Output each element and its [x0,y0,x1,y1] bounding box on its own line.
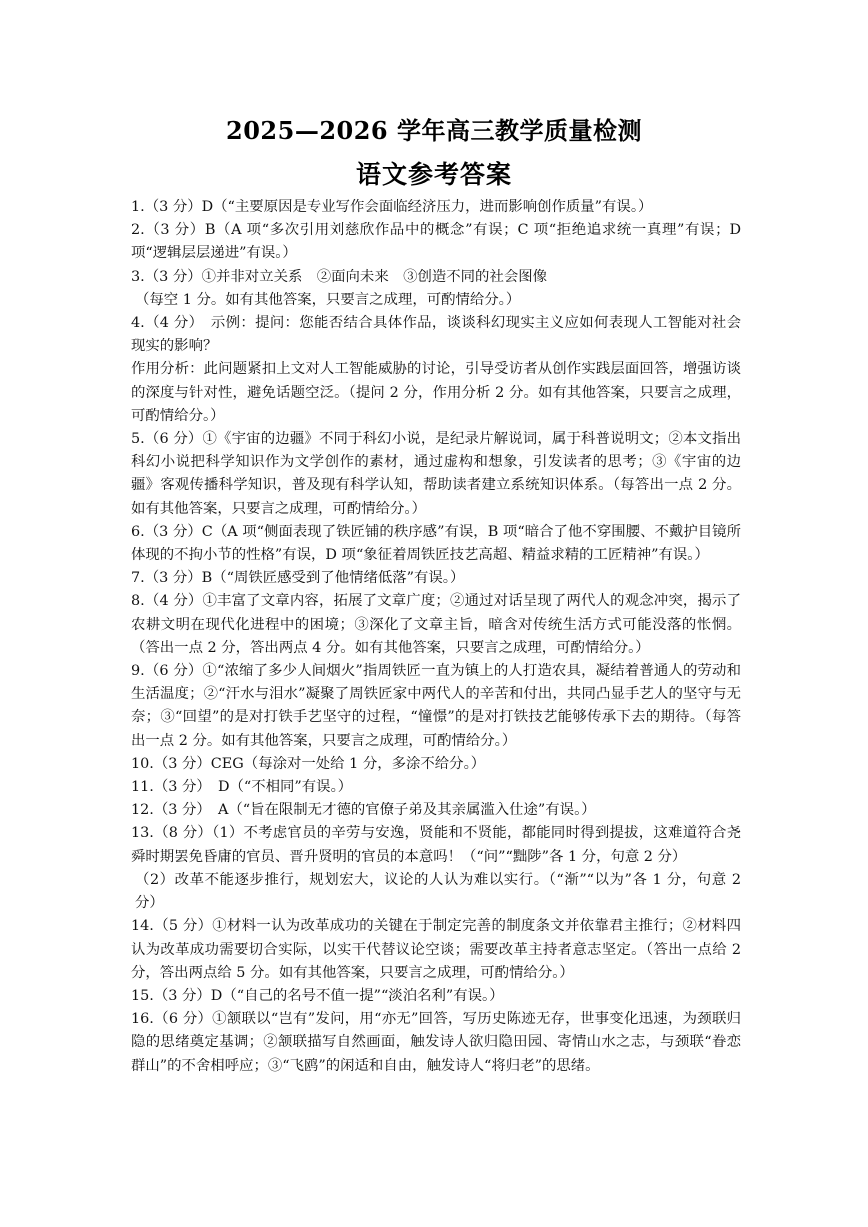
answer-item-3-note: （每空 1 分。如有其他答案，只要言之成理，可酌情给分。） [135,291,521,308]
answer-item-10: 10.（3 分）CEG（每涂对一处给 1 分，多涂不给分。） [131,755,486,772]
answer-item-3: 3.（3 分）①并非对立关系 ②面向未来 ③创造不同的社会图像 [131,268,548,285]
answer-item-14: 14.（5 分）①材料一认为改革成功的关键在于制定完善的制度条文并依靠君主推行；②材料四认为改革成功需要切合实际，以实干代替议论空谈；需要改革主持者意志坚定。（答出一点给 2 分，答出两点给 5 分。如有其他答案，只要言之成理，可酌情给分。） [131,918,741,981]
answer-list [131,196,741,1078]
answer-item-15: 15.（3 分）D（“自己的名号不值一提”“淡泊名利”有误。） [131,987,504,1004]
answer-item-12: 12.（3 分） A（“旨在限制无才德的官僚子弟及其亲属滥入仕途”有误。） [131,802,596,819]
answer-item-16: 16.（6 分）①颔联以“岂有”发问，用“亦无”回答，写历史陈迹无存，世事变化迅速，为颈联归隐的思绪奠定基调；②颔联描写自然画面，触发诗人欲归隐田园、寄情山水之志，与颈联“眷恋群山”的不舍相呼应；③“飞鸥”的闲适和自由，触发诗人“将归老”的思绪。 [131,1011,741,1074]
answer-item-13-part2: （2）改革不能逐步推行，规划宏大，议论的人认为难以实行。（“渐”“以为”各 1 分，句意 2 分） [135,871,741,912]
answer-item-7: 7.（3 分）B（“周铁匠感受到了他情绪低落”有误。） [131,570,465,587]
document-title: 2025—2026 学年高三教学质量检测 [226,116,642,145]
answer-item-4: 4.（4 分） 示例：提问：您能否结合具体作品，谈谈科幻现实主义应如何表现人工智能对社会现实的影响？ [131,315,741,355]
answer-item-6: 6.（3 分）C（A 项“侧面表现了铁匠铺的秩序感”有误，B 项“暗合了他不穿围腰、不戴护目镜所体现的不拘小节的性格”有误，D 项“象征着周铁匠技艺高超、精益求精的工匠精神”有误。） [131,523,741,564]
answer-item-11: 11.（3 分） D（“不相同”有误。） [131,779,353,796]
answer-item-13-part1: 13.（8 分）（1）不考虑官员的辛劳与安逸，贤能和不贤能，都能同时得到提拔，这难道符合尧舜时期罢免昏庸的官员、晋升贤明的官员的本意吗！（“问”“黜陟”各 1 分，句意 2 分） [131,825,741,865]
answer-item-1: 1.（3 分）D（“主要原因是专业写作会面临经济压力，进而影响创作质量”有误。） [131,199,653,215]
answer-item-2: 2.（3 分）B（A 项“多次引用刘慈欣作品中的概念”有误；C 项“拒绝追求统一真理”有误；D 项“逻辑层层递进”有误。） [131,222,741,262]
answer-item-8: 8.（4 分）①丰富了文章内容，拓展了文章广度；②通过对话呈现了两代人的观念冲突，揭示了农耕文明在现代化进程中的困境；③深化了文章主旨，暗含对传统生活方式可能没落的怅惘。（答出一点 2 分，答出两点 4 分。如有其他答案，只要言之成理，可酌情给分。） [131,593,741,656]
answer-item-4-analysis: 作用分析：此问题紧扣上文对人工智能威胁的讨论，引导受访者从创作实践层面回答，增强访谈的深度与针对性，避免话题空泛。（提问 2 分，作用分析 2 分。如有其他答案，只要言之成理，可酌情给分。） [131,361,741,424]
document-subtitle: 语文参考答案 [355,160,512,189]
answer-item-5: 5.（6 分）①《宇宙的边疆》不同于科幻小说，是纪录片解说词，属于科普说明文；②本文指出科幻小说把科学知识作为文学创作的素材，通过虚构和想象，引发读者的思考；③《宇宙的边疆》客观传播科学知识，普及现有科学认知，帮助读者建立系统知识体系。（每答出一点 2 分。如有其他答案，只要言之成理，可酌情给分。） [131,431,741,517]
answer-item-9: 9.（6 分）①“浓缩了多少人间烟火”指周铁匠一直为镇上的人打造农具，凝结着普通人的劳动和生活温度；②“汗水与泪水”凝聚了周铁匠家中两代人的辛苦和付出，共同凸显手艺人的坚守与无奈；③“回望”的是对打铁手艺坚守的过程，“憧憬”的是对打铁技艺能够传承下去的期待。（每答出一点 2 分。如有其他答案，只要言之成理，可酌情给分。） [131,663,741,749]
